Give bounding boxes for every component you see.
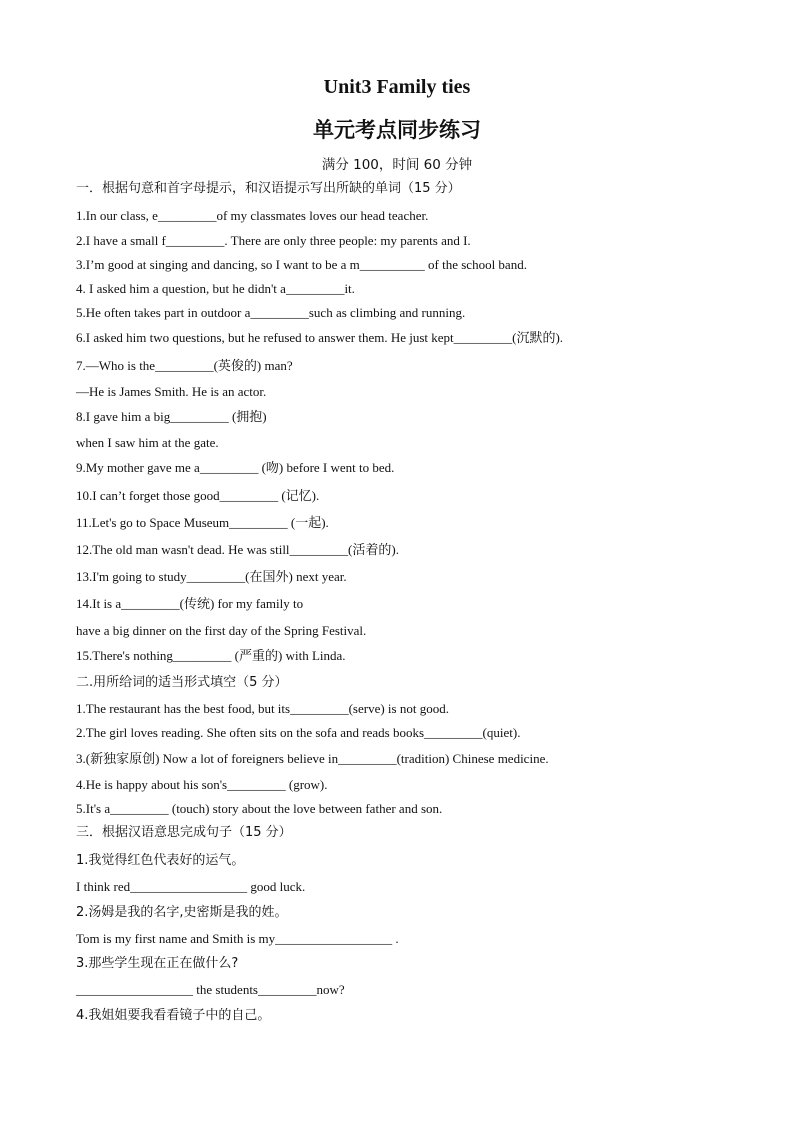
question-line: 13.I'm going to study_________(在国外) next year. (76, 569, 347, 584)
question-line: 4.He is happy about his son's_________ (grow). (76, 777, 328, 792)
question-line: 1.In our class, e_________of my classmates loves our head teacher. (76, 208, 429, 223)
section-heading: 一．根据句意和首字母提示，和汉语提示写出所缺的单词（15 分） (76, 181, 461, 196)
section-heading: 二.用所给词的适当形式填空（5 分） (76, 675, 288, 690)
question-line: 10.I can’t forget those good_________ (记忆). (76, 488, 320, 503)
question-line: 3.I’m good at singing and dancing, so I want to be a m__________ of the school band. (76, 257, 527, 272)
question-prompt-zh: 2.汤姆是我的名字,史密斯是我的姓。 (76, 905, 288, 920)
question-line: when I saw him at the gate. (76, 435, 219, 450)
question-line: 7.—Who is the_________(英俊的) man? (76, 358, 293, 373)
section-heading: 三．根据汉语意思完成句子（15 分） (76, 825, 292, 840)
question-line: 14.It is a_________(传统) for my family to (76, 596, 304, 611)
question-prompt-zh: 4.我姐姐要我看看镜子中的自己。 (76, 1008, 271, 1023)
question-line: 2.I have a small f_________. There are only three people: my parents and I. (76, 233, 471, 248)
question-line: 6.I asked him two questions, but he refused to answer them. He just kept_________(沉默的). (76, 330, 564, 345)
question-line: —He is James Smith. He is an actor. (76, 384, 267, 399)
question-line: 5.He often takes part in outdoor a_________such as climbing and running. (76, 305, 466, 320)
question-prompt-zh: 3.那些学生现在正在做什么? (76, 956, 239, 971)
worksheet-title: 单元考点同步练习 (313, 118, 481, 142)
question-line: 5.It's a_________ (touch) story about the love between father and son. (76, 801, 443, 816)
question-line: 4. I asked him a question, but he didn't a_________it. (76, 281, 355, 296)
question-line: 11.Let's go to Space Museum_________ (一起). (76, 515, 329, 530)
question-line: 8.I gave him a big_________ (拥抱) (76, 409, 267, 424)
question-line: __________________ the students_________now? (76, 982, 345, 997)
question-line: Tom is my first name and Smith is my__________________ . (76, 931, 399, 946)
score-time-info: 满分 100，时间 60 分钟 (321, 157, 473, 173)
question-prompt-zh: 1.我觉得红色代表好的运气。 (76, 853, 245, 868)
question-line: have a big dinner on the first day of the Spring Festival. (76, 623, 367, 638)
unit-title: Unit3 Family ties (323, 76, 471, 98)
question-line: 2.The girl loves reading. She often sits on the sofa and reads books_________(quiet). (76, 725, 521, 740)
question-line: 9.My mother gave me a_________ (吻) before I went to bed. (76, 460, 395, 475)
question-line: 1.The restaurant has the best food, but its_________(serve) is not good. (76, 701, 449, 716)
question-line: 12.The old man wasn't dead. He was still_________(活着的). (76, 542, 399, 557)
question-line: 15.There's nothing_________ (严重的) with Linda. (76, 648, 346, 663)
question-line: I think red__________________ good luck. (76, 879, 306, 894)
question-line: 3.(新独家原创) Now a lot of foreigners believe in_________(tradition) Chinese medicine. (76, 751, 549, 766)
